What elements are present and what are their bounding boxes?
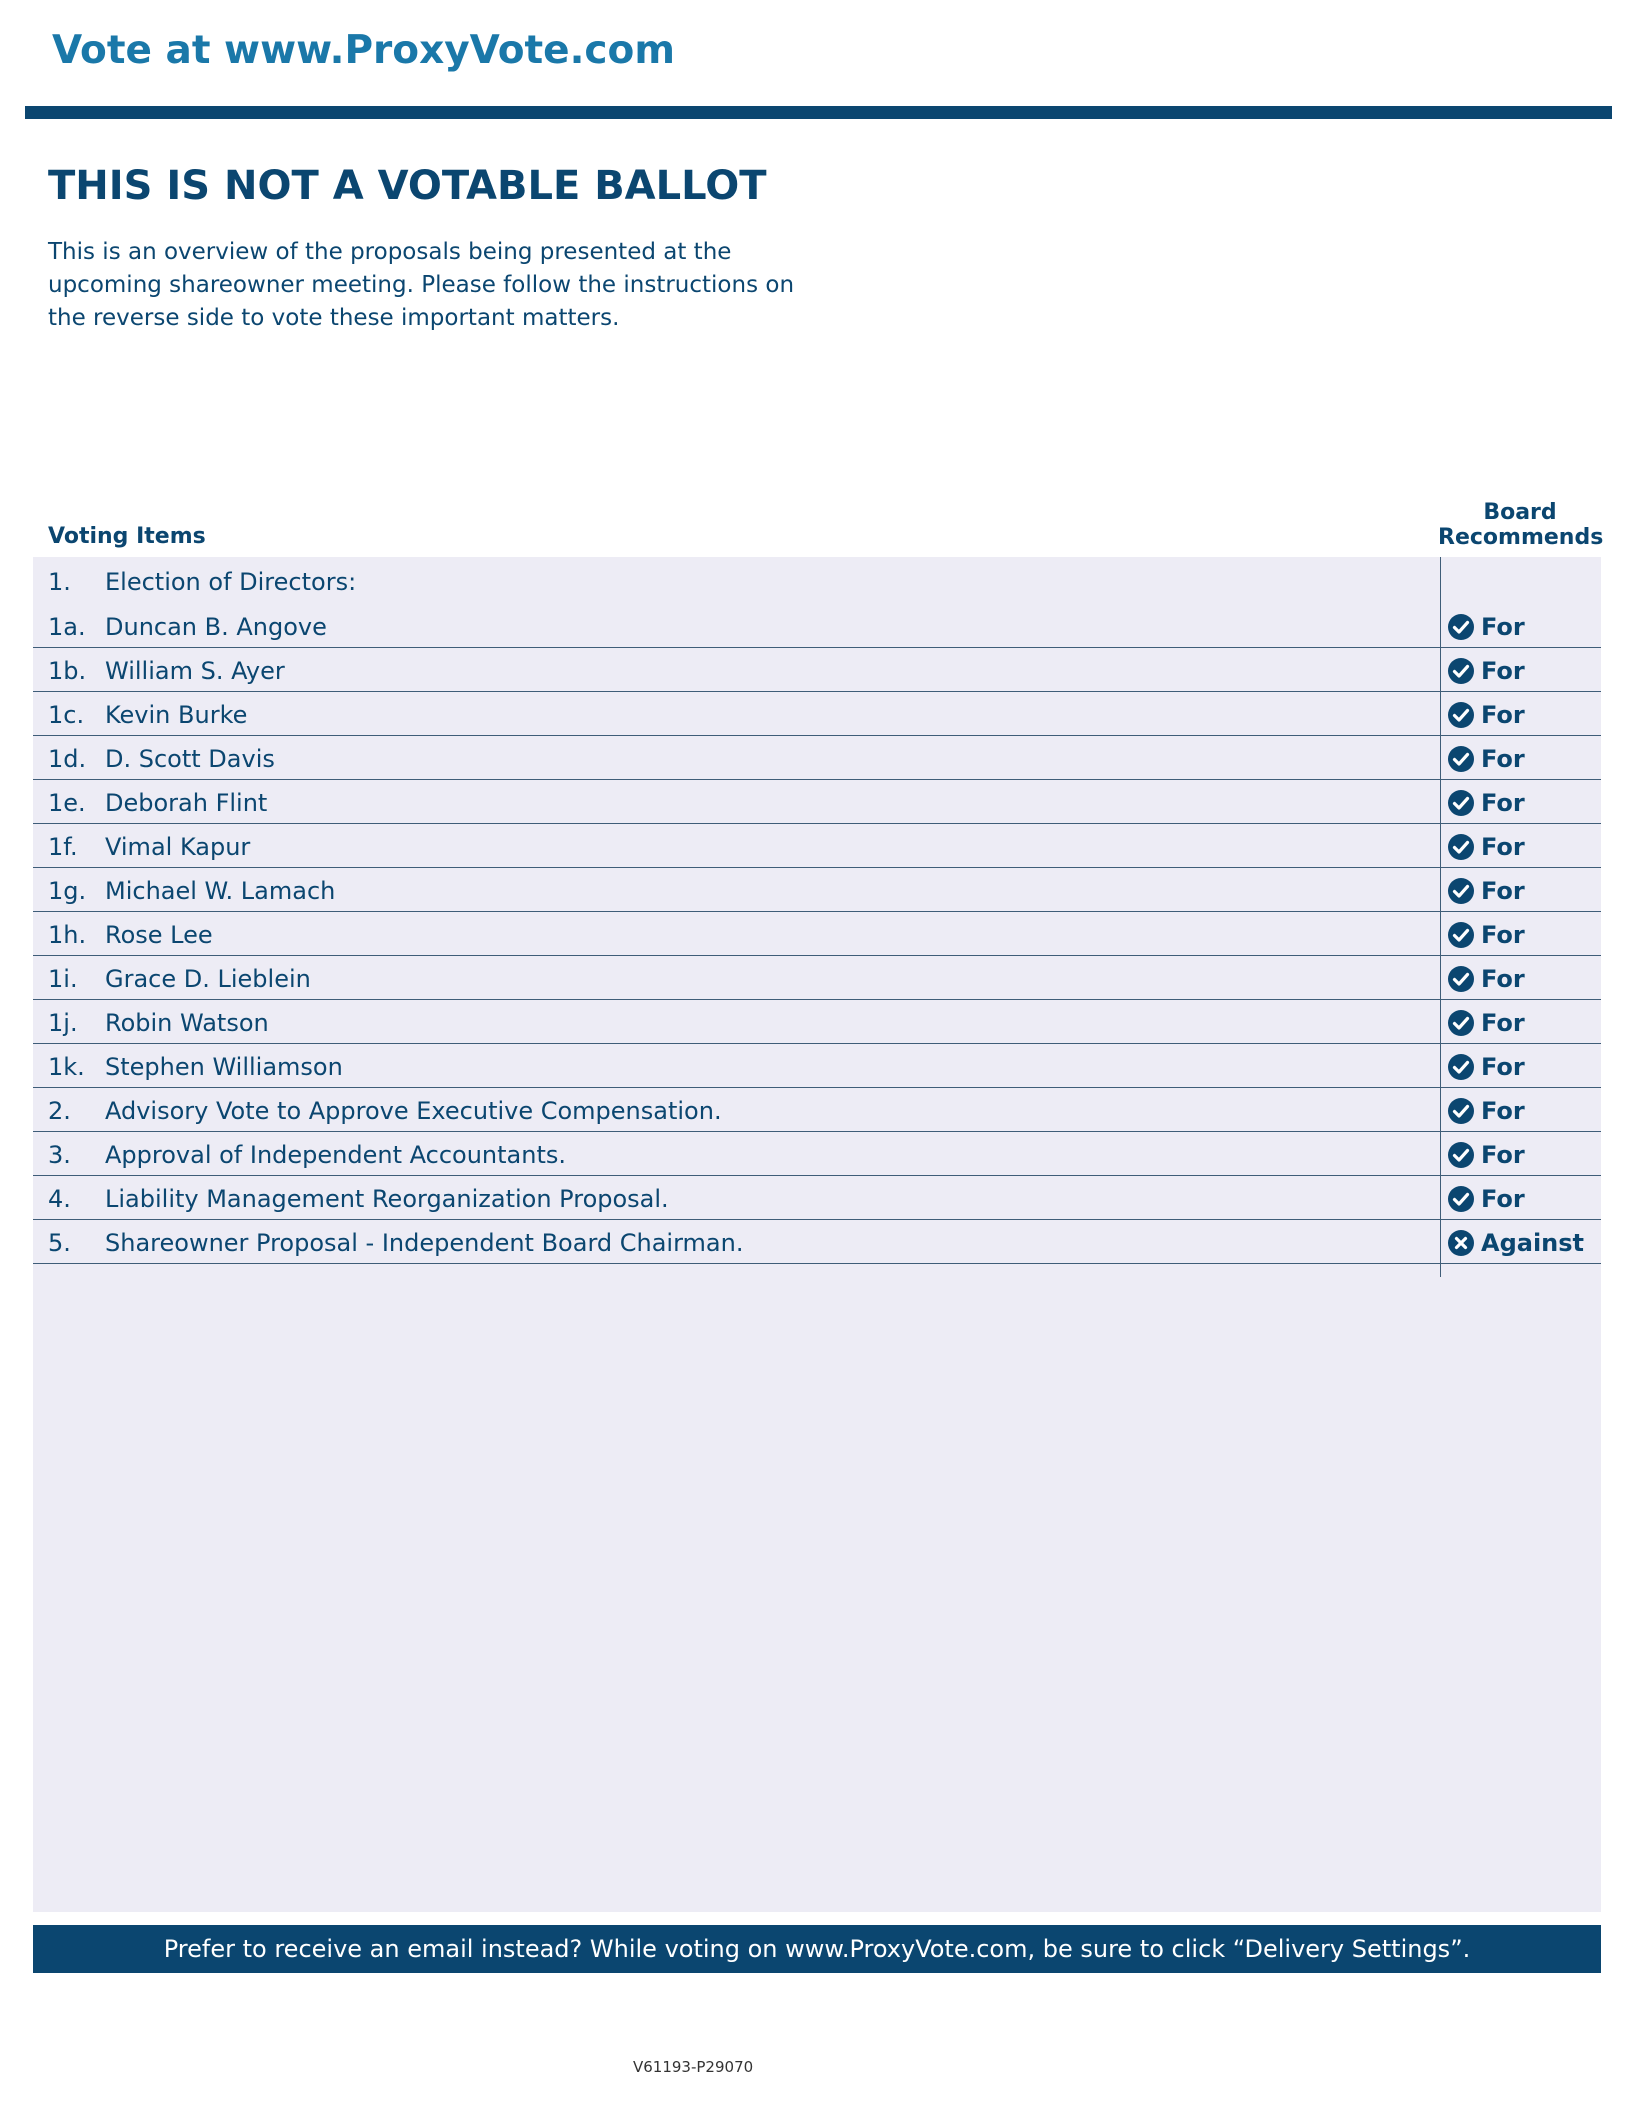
check-circle-icon xyxy=(1447,965,1475,993)
recommendation-label: For xyxy=(1481,657,1525,685)
voting-items-table xyxy=(33,560,1601,1264)
item-label: Rose Lee xyxy=(105,921,213,949)
board-recommendation xyxy=(1447,1185,1525,1213)
item-number: 1c. xyxy=(48,701,85,729)
table-row xyxy=(33,648,1601,692)
table-row xyxy=(33,1088,1601,1132)
item-label: Stephen Williamson xyxy=(105,1053,343,1081)
table-row xyxy=(33,780,1601,824)
item-number: 5. xyxy=(48,1229,71,1257)
item-number: 4. xyxy=(48,1185,71,1213)
x-circle-icon xyxy=(1447,1229,1475,1257)
board-recommendation xyxy=(1447,1097,1525,1125)
item-label: Vimal Kapur xyxy=(105,833,251,861)
table-row xyxy=(33,912,1601,956)
item-number: 1. xyxy=(48,568,71,596)
recommendation-label: For xyxy=(1481,1097,1525,1125)
column-header-voting-items: Voting Items xyxy=(48,524,206,549)
recommendation-label: For xyxy=(1481,613,1525,641)
recommendation-label: For xyxy=(1481,789,1525,817)
board-recommendation xyxy=(1447,921,1525,949)
board-recommendation xyxy=(1447,1009,1525,1037)
item-number: 1k. xyxy=(48,1053,85,1081)
table-row xyxy=(33,1044,1601,1088)
check-circle-icon xyxy=(1447,833,1475,861)
vote-url-title: Vote at www.ProxyVote.com xyxy=(52,28,675,73)
check-circle-icon xyxy=(1447,1185,1475,1213)
item-label: Shareowner Proposal - Independent Board Chairman. xyxy=(105,1229,744,1257)
board-recommendation xyxy=(1447,701,1525,729)
table-row xyxy=(33,692,1601,736)
page-title: THIS IS NOT A VOTABLE BALLOT xyxy=(48,163,767,209)
item-label: Advisory Vote to Approve Executive Compensation. xyxy=(105,1097,722,1125)
email-delivery-banner: Prefer to receive an email instead? While voting on www.ProxyVote.com, be sure to click “Delivery Settings”. xyxy=(33,1925,1601,1973)
check-circle-icon xyxy=(1447,877,1475,905)
item-number: 3. xyxy=(48,1141,71,1169)
board-recommendation xyxy=(1447,965,1525,993)
table-row xyxy=(33,1132,1601,1176)
item-number: 1i. xyxy=(48,965,78,993)
check-circle-icon xyxy=(1447,789,1475,817)
table-row xyxy=(33,1220,1601,1264)
item-label: William S. Ayer xyxy=(105,657,285,685)
item-label: Liability Management Reorganization Proposal. xyxy=(105,1185,669,1213)
table-row xyxy=(33,1176,1601,1220)
item-number: 1b. xyxy=(48,657,87,685)
recommendation-label: For xyxy=(1481,921,1525,949)
intro-paragraph: This is an overview of the proposals being presented at the upcoming shareowner meeting. Please follow the instructions on the reverse side to vote these important matters. xyxy=(48,239,795,331)
board-recommendation xyxy=(1447,613,1525,641)
table-row xyxy=(33,956,1601,1000)
table-row-section xyxy=(33,560,1601,648)
board-recommendation xyxy=(1447,745,1525,773)
document-code: V61193-P29070 xyxy=(633,2058,754,2076)
item-label: Robin Watson xyxy=(105,1009,269,1037)
column-header-board-recommends: Board Recommends xyxy=(1438,500,1604,550)
item-label: Deborah Flint xyxy=(105,789,268,817)
board-recommendation xyxy=(1447,833,1525,861)
item-number: 1f. xyxy=(48,833,78,861)
table-row xyxy=(33,824,1601,868)
board-recommendation xyxy=(1447,657,1525,685)
item-number: 1g. xyxy=(48,877,87,905)
item-label: D. Scott Davis xyxy=(105,745,275,773)
table-row xyxy=(33,868,1601,912)
check-circle-icon xyxy=(1447,613,1475,641)
board-recommendation xyxy=(1447,1229,1584,1257)
check-circle-icon xyxy=(1447,657,1475,685)
table-row xyxy=(33,736,1601,780)
item-label: Michael W. Lamach xyxy=(105,877,336,905)
recommendation-label: For xyxy=(1481,833,1525,861)
item-label: Kevin Burke xyxy=(105,701,248,729)
item-number: 2. xyxy=(48,1097,71,1125)
item-label: Approval of Independent Accountants. xyxy=(105,1141,566,1169)
board-recommendation xyxy=(1447,877,1525,905)
header-rule xyxy=(25,106,1612,119)
recommendation-label: For xyxy=(1481,745,1525,773)
check-circle-icon xyxy=(1447,1141,1475,1169)
check-circle-icon xyxy=(1447,701,1475,729)
board-recommendation xyxy=(1447,1141,1525,1169)
recommendation-label: For xyxy=(1481,1141,1525,1169)
item-label: Duncan B. Angove xyxy=(105,613,327,641)
item-number: 1j. xyxy=(48,1009,78,1037)
item-label: Election of Directors: xyxy=(105,568,357,596)
recommendation-label: For xyxy=(1481,965,1525,993)
board-recommendation xyxy=(1447,789,1525,817)
table-row xyxy=(33,1000,1601,1044)
item-number: 1d. xyxy=(48,745,87,773)
board-recommendation xyxy=(1447,1053,1525,1081)
recommendation-label: Against xyxy=(1481,1229,1585,1257)
recommendation-label: For xyxy=(1481,1009,1525,1037)
item-label: Grace D. Lieblein xyxy=(105,965,311,993)
check-circle-icon xyxy=(1447,1097,1475,1125)
recommendation-label: For xyxy=(1481,877,1525,905)
check-circle-icon xyxy=(1447,1009,1475,1037)
check-circle-icon xyxy=(1447,745,1475,773)
check-circle-icon xyxy=(1447,921,1475,949)
check-circle-icon xyxy=(1447,1053,1475,1081)
recommendation-label: For xyxy=(1481,1185,1525,1213)
item-number: 1e. xyxy=(48,789,86,817)
item-number: 1a. xyxy=(48,613,86,641)
recommendation-label: For xyxy=(1481,1053,1525,1081)
recommendation-label: For xyxy=(1481,701,1525,729)
item-number: 1h. xyxy=(48,921,87,949)
